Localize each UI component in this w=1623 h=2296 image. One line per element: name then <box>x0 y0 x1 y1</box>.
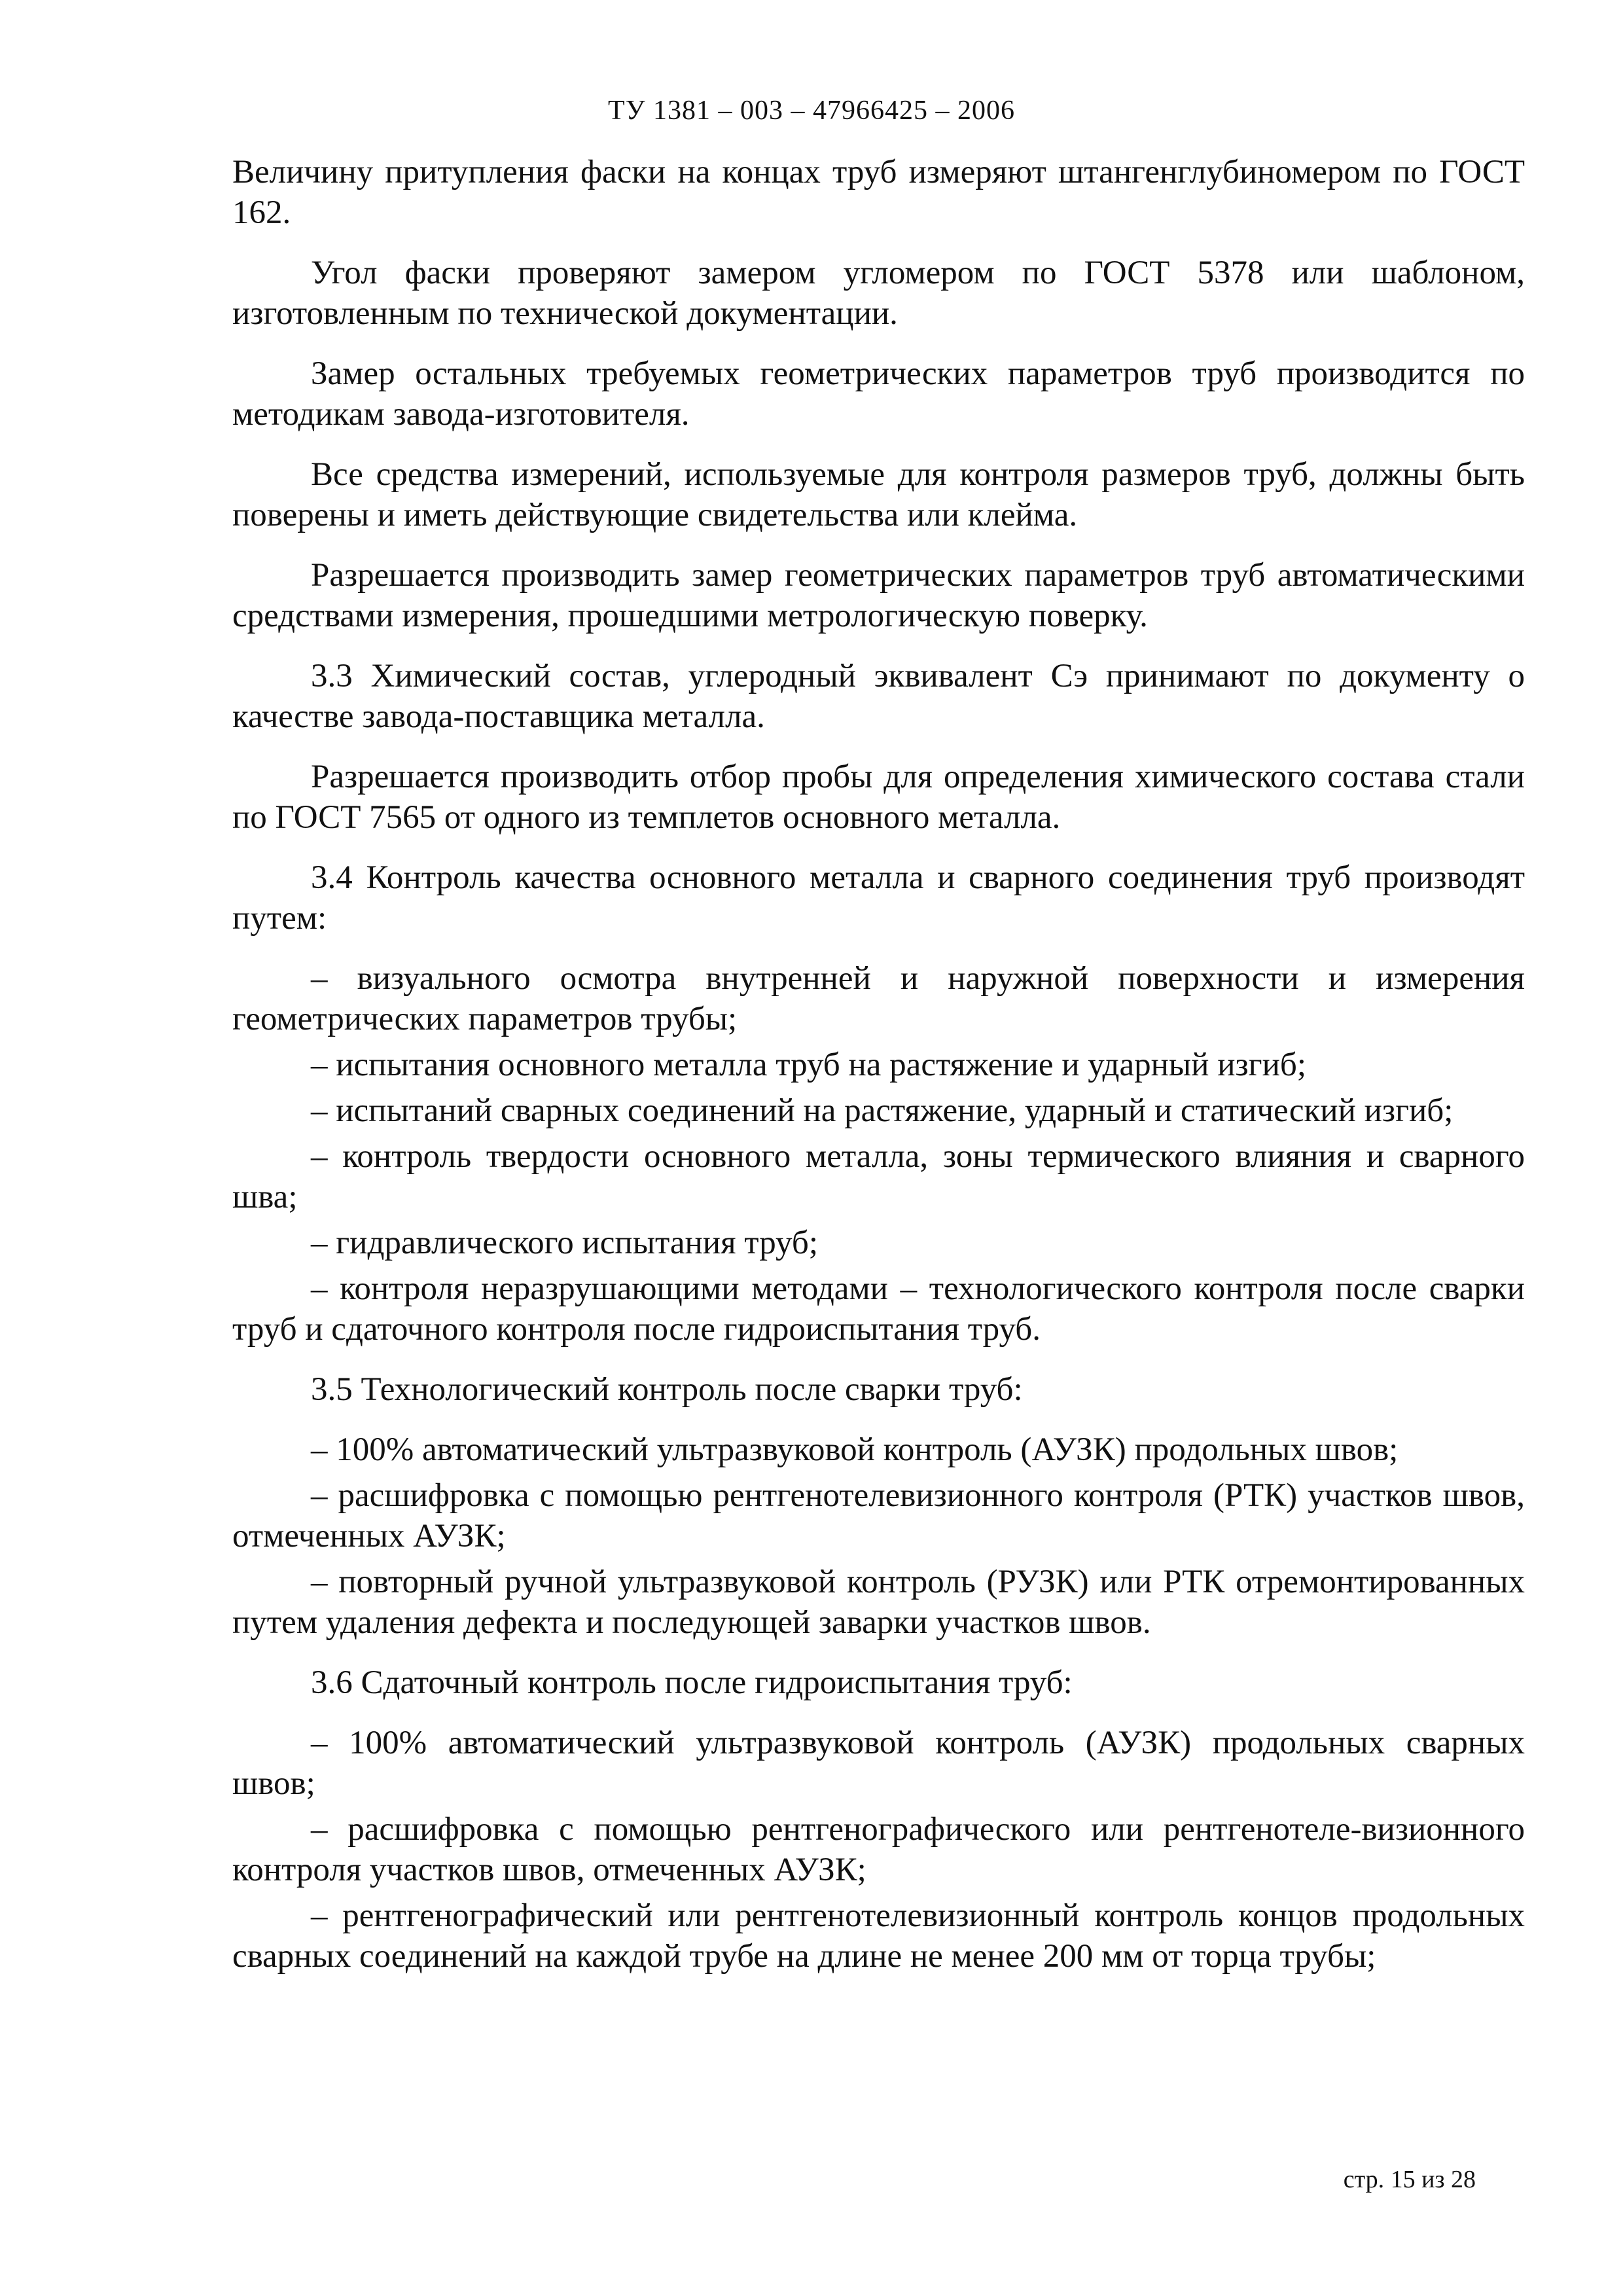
list-item-auzk-100: – 100% автоматический ультразвуковой контроль (АУЗК) продольных швов; <box>311 1431 1399 1468</box>
list-item-visual-inspection: – визуального осмотра внутренней и наружной поверхности и измерения геометрических параметров трубы; <box>232 960 1525 1037</box>
list-item-hydraulic-test: – гидравлического испытания труб; <box>311 1225 818 1261</box>
page-number: стр. 15 из 28 <box>1343 2166 1476 2193</box>
list-item-ndt-control: – контроля неразрушающими методами – технологического контроля после сварки труб и сдаточного контроля после гидроиспытания труб. <box>232 1270 1525 1348</box>
paragraph-sampling: Разрешается производить отбор пробы для определения химического состава стали по ГОСТ 7565 от одного из темплетов основного металла. <box>232 759 1525 836</box>
paragraph-3-4-quality-control: 3.4 Контроль качества основного металла и сварного соединения труб производят путем: <box>232 859 1525 937</box>
paragraph-other-geometry: Замер остальных требуемых геометрических параметров труб производится по методикам завода-изготовителя. <box>232 355 1525 433</box>
list-item-hardness-control: – контроль твердости основного металла, зоны термического влияния и сварного шва; <box>232 1138 1525 1215</box>
document-body <box>232 152 1525 1977</box>
list-item-weld-tests: – испытаний сварных соединений на растяжение, ударный и статический изгиб; <box>311 1092 1454 1129</box>
list-item-tensile-impact-test: – испытания основного металла труб на растяжение и ударный изгиб; <box>311 1047 1306 1083</box>
paragraph-bevel-blunting: Величину притупления фаски на концах труб измеряют штангенглубиномером по ГОСТ 162. <box>232 154 1525 231</box>
document-code-header: ТУ 1381 – 003 – 47966425 – 2006 <box>608 96 1015 126</box>
paragraph-3-6-acceptance-control: 3.6 Сдаточный контроль после гидроиспытания труб: <box>311 1664 1073 1701</box>
list-item-repeat-ruzk: – повторный ручной ультразвуковой контроль (РУЗК) или РТК отремонтированных путем удаления дефекта и последующей заварки участков швов. <box>232 1564 1525 1641</box>
paragraph-measuring-tools: Все средства измерений, используемые для контроля размеров труб, должны быть поверены и иметь действующие свидетельства или клейма. <box>232 456 1525 533</box>
list-item-auzk-100-welds: – 100% автоматический ультразвуковой контроль (АУЗК) продольных сварных швов; <box>232 1725 1525 1802</box>
paragraph-automatic-measurement: Разрешается производить замер геометрических параметров труб автоматическими средствами измерения, прошедшими метрологическую поверку. <box>232 557 1525 634</box>
paragraph-3-5-process-control: 3.5 Технологический контроль после сварки труб: <box>311 1371 1023 1408</box>
paragraph-bevel-angle: Угол фаски проверяют замером угломером по ГОСТ 5378 или шаблоном, изготовленным по технической документации. <box>232 255 1525 332</box>
paragraph-3-3-chemical-composition: 3.3 Химический состав, углеродный эквивалент Сэ принимают по документу о качестве завода-поставщика металла. <box>232 658 1525 735</box>
list-item-rtk-decoding: – расшифровка с помощью рентгенотелевизионного контроля (РТК) участков швов, отмеченных АУЗК; <box>232 1477 1525 1554</box>
list-item-radiographic-decoding: – расшифровка с помощью рентгенографического или рентгенотеле-визионного контроля участков швов, отмеченных АУЗК; <box>232 1811 1525 1888</box>
list-item-pipe-end-control: – рентгенографический или рентгенотелевизионный контроль концов продольных сварных соединений на каждой трубе на длине не менее 200 мм от торца трубы; <box>232 1897 1525 1975</box>
